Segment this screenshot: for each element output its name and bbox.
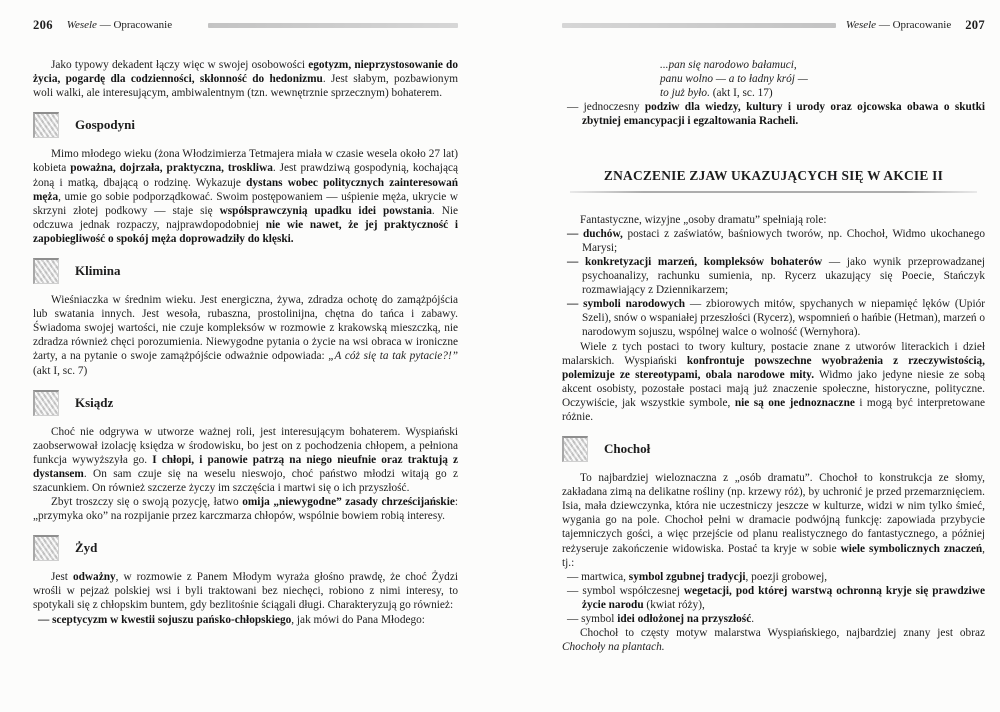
- text-run: panu wolno — a to ładny krój —: [660, 73, 808, 86]
- text-run: (akt I, sc. 7): [33, 364, 88, 377]
- text-run: odważny: [72, 571, 116, 584]
- text-run: wegetacji, pod której warstwą ochronną kryje się prawdziwe życie narodu: [582, 584, 985, 611]
- running-title: [846, 18, 951, 32]
- text-run: omija „niewygodne” zasady chrześcijańskie: [242, 496, 455, 509]
- text-run: . Jest prawdziwą gospodynią, kochającą żoną i matką, dbającą o rodzinę. Wykazuje: [33, 162, 458, 189]
- header-rule-bar: [562, 23, 836, 28]
- text-run: Chochoły na plantach.: [562, 641, 665, 654]
- paragraph: [33, 58, 458, 100]
- text-run: nie są one jednoznaczne: [734, 396, 855, 409]
- section-title: Klimina: [75, 262, 121, 278]
- dash-item: [567, 612, 985, 626]
- text-run: — symbol: [567, 613, 618, 625]
- text-run: — zbiorowych mitów, spychanych w niepamięć lęków (Upiór Szeli), snów o wspaniałej przeszłości (Rycerz), wspomnień o hańbie (Hetman), marzeń o narodowym sojuszu, wspólnej walce o wolność (Wernyhora).: [582, 298, 985, 339]
- text-run: postaci z zaświatów, baśniowych tworów, np. Chochoł, Widmo ukochanego Marysi;: [582, 227, 985, 254]
- page-header: [562, 18, 985, 32]
- quote-line: [660, 72, 985, 86]
- text-run: Jest: [51, 571, 73, 584]
- paragraph: [33, 147, 458, 246]
- paragraph: [562, 471, 985, 570]
- text-run: , umie go sobie podporządkować. Swoim postępowaniem — uśpienie męża, ukrycie w skrzyni złotej podkowy — staje się: [33, 190, 458, 217]
- text-run: (akt I, sc. 17): [709, 87, 773, 100]
- running-title-work: Wesele: [66, 19, 97, 31]
- text-run: . On sam czuje się na weselu nieswojo, choć państwo młodzi witają go z szacunkiem. On również szczerze życzy im szczęścia i martwi się o ich przyszłość.: [33, 467, 458, 494]
- text-run: . Jest słabym, pozbawionym woli walki, ale interesującym, ambiwalentnym (tzn. wewnętrznie sprzecznym) bohaterem.: [33, 73, 459, 100]
- ornament-icon: [33, 390, 59, 416]
- chapter-rule: [570, 191, 976, 193]
- text-run: „A cóż się ta tak pytacie?!”: [328, 350, 458, 363]
- paragraph: [562, 626, 985, 654]
- running-title-rest: — Opracowanie: [96, 19, 173, 31]
- text-run: Chochoł to częsty motyw malarstwa Wyspiańskiego, najbardziej znany jest obraz: [580, 627, 985, 640]
- text-run: .: [751, 613, 755, 625]
- chapter-title: ZNACZENIE ZJAW UKAZUJĄCYCH SIĘ W AKCIE II: [603, 167, 944, 183]
- text-run: , w rozmowie z Panem Młodym wyraża głośno prawdę, że choć Żydzi wrośli w pejzaż polskiej wsi i byli traktowani bez niechęci, robiono z nimi interesy, to spotykali się z chłopskim buntem, gdy bezlitośnie ściągali długi. Charakteryzują go również:: [33, 571, 458, 612]
- text-run: Mimo młodego wieku (żona Włodzimierza Tetmajera miała w czasie wesela około 27 lat) kobieta: [33, 148, 458, 175]
- page-header: [33, 18, 458, 32]
- text-run: to już było.: [660, 87, 710, 100]
- paragraph: [562, 340, 985, 425]
- text-run: idei odłożonej na przyszłość: [617, 613, 752, 625]
- section-header: [33, 390, 458, 416]
- running-title-work: Wesele: [845, 19, 877, 31]
- text-run: Zbyt troszczy się o swoją pozycję, łatwo: [51, 496, 243, 509]
- dash-item: [567, 255, 985, 297]
- text-run: — konkretyzacji marzeń, kompleksów bohaterów: [567, 255, 823, 268]
- text-run: — jednoczesny: [567, 101, 645, 114]
- page-right: [562, 18, 985, 654]
- text-run: dystans wobec politycznych zainteresowań męża: [33, 176, 459, 203]
- dash-item: [567, 227, 985, 255]
- text-run: poważna, dojrzała, praktyczna, troskliwa: [70, 162, 273, 175]
- running-title-rest: — Opracowanie: [876, 19, 952, 31]
- dash-item: [567, 100, 985, 128]
- section-header: [33, 112, 458, 138]
- page-body: [33, 58, 458, 627]
- text-run: wiele symbolicznych znaczeń: [840, 542, 983, 555]
- text-run: Wiele z tych postaci to twory kultury, postacie znane z utworów literackich i dzieł malarskich. Wyspiański: [562, 340, 985, 367]
- running-title: [67, 18, 172, 32]
- section-title: Żyd: [75, 540, 98, 556]
- paragraph: [562, 213, 985, 227]
- text-run: nie wie nawet, że jej praktyczność i zapobiegliwość o spokój męża doprowadziły do klęski.: [33, 218, 458, 245]
- text-run: Widmo jako jedyne niesie ze sobą akcent osobisty, pozostałe postaci mają już znaczenie społeczne, historyczne, polityczne. Oczywiście, jak wszystkie symbole,: [562, 368, 985, 409]
- dash-item: [567, 570, 985, 584]
- text-run: , jak mówi do Pana Młodego:: [291, 613, 425, 626]
- section-title: Chochoł: [604, 441, 651, 457]
- quote-block: [660, 58, 985, 100]
- text-run: Wieśniaczka w średnim wieku. Jest energiczna, żywa, zdradza ochotę do zamążpójścia lub swatania innych. Jest wesoła, rubaszna, prostolinijna, chętna do tańca i zabawy. Świadoma swojej wartości, nie czuje kompleksów w rozmowie z krakowską mieszczką, nie zdradza również chęci porozumienia. Niewygodne pytania o życie na wsi obraca w ironiczne żarty, a na pytanie o swoje zamążpójście odważnie odpowiada:: [33, 294, 458, 363]
- paragraph: [33, 293, 458, 378]
- text-run: współsprawczynią upadku idei powstania: [219, 204, 432, 217]
- text-run: (kwiat róży),: [643, 598, 705, 611]
- text-run: ...pan się narodowo bałamuci,: [660, 59, 797, 72]
- text-run: Jako typowy dekadent łączy więc w swojej osobowości: [51, 59, 309, 72]
- ornament-icon: [562, 436, 588, 462]
- text-run: i mogą być interpretowane różnie.: [562, 396, 985, 423]
- ornament-icon: [33, 112, 59, 138]
- section-title: Gospodyni: [75, 117, 135, 133]
- text-run: — symboli narodowych: [567, 298, 686, 311]
- text-run: I chłopi, i panowie patrzą na niego nieufnie oraz traktują z dystansem: [33, 453, 459, 480]
- text-run: egotyzm, nieprzystosowanie do życia, pogardę dla codzienności, skłonność do hedonizmu: [33, 59, 458, 86]
- page-number: 207: [965, 18, 985, 32]
- page-left: [33, 18, 458, 627]
- text-run: — martwica,: [567, 570, 629, 583]
- text-run: — symbol współczesnej: [567, 584, 684, 597]
- text-run: konfrontuje powszechne wyobrażenia z rzeczywistością, polemizuje ze stereotypami, obala narodowe mity.: [562, 354, 985, 381]
- text-run: Choć nie odgrywa w utworze ważnej roli, jest interesującym bohaterem. Wyspiański zaobserwował izolację księdza w środowisku, bo jest on z pochodzenia chłopem, a pełniona funkcja wywyższyła go.: [33, 425, 458, 466]
- text-run: Fantastyczne, wizyjne „osoby dramatu” spełniają role:: [580, 213, 827, 226]
- dash-item: [567, 584, 985, 612]
- chapter-heading: [562, 169, 985, 193]
- ornament-icon: [33, 258, 59, 284]
- quote-line: [660, 86, 985, 100]
- text-run: : „przymyka oko” na rozpijanie przez karczmarza chłopów, wspólnie bowiem robią interesy.: [33, 496, 458, 523]
- text-run: symbol zgubnej tradycji: [628, 570, 746, 583]
- section-title: Ksiądz: [75, 394, 114, 410]
- text-run: To najbardziej wieloznaczna z „osób dramatu”. Chochoł to konstrukcja ze słomy, zakładana zimą na delikatne rośliny (np. krzewy róż), by uchronić je przed przemarznięciem. Isia, mała dziewczynka, która nie uczestniczy jeszcze w kulturze, widzi w nim tylko śmieć, wygania go na pole. Chochoł pełni w dramacie podwójną funkcję: zapowiada przybycie tajemniczych gości, a więc przejście od planu realistycznego do fantastycznego, a później reżyseruje zakończenie widowiska. Postać ta kryje w sobie: [562, 472, 985, 555]
- text-run: — jako wynik przeprowadzanej psychoanalizy, rachunku sumienia, np. Rycerz ukazujący się Poecie, Stańczyk rozmawiający z Dziennikarzem;: [582, 255, 985, 297]
- section-header: [562, 436, 985, 462]
- text-run: , poezji grobowej,: [745, 570, 828, 583]
- text-run: — duchów,: [567, 227, 623, 240]
- text-run: podziw dla wiedzy, kultury i urody oraz ojcowska obawa o skutki zbytniej emancypacji i egzaltowania Racheli.: [582, 101, 985, 128]
- page-number: 206: [33, 18, 53, 32]
- paragraph: [33, 570, 458, 612]
- text-run: . Nie odczuwa jednak rozpaczy, najprawdopodobniej: [33, 204, 458, 231]
- quote-line: [660, 58, 985, 72]
- header-rule-bar: [208, 23, 458, 28]
- dash-item: [567, 297, 985, 339]
- dash-item: [38, 613, 458, 627]
- text-run: — sceptycyzm w kwestii sojuszu pańsko-chłopskiego: [38, 613, 292, 626]
- page-body: [562, 58, 985, 654]
- text-run: , tj.:: [562, 542, 985, 569]
- paragraph: [33, 495, 458, 523]
- ornament-icon: [33, 535, 59, 561]
- section-header: [33, 258, 458, 284]
- section-header: [33, 535, 458, 561]
- paragraph: [33, 425, 458, 495]
